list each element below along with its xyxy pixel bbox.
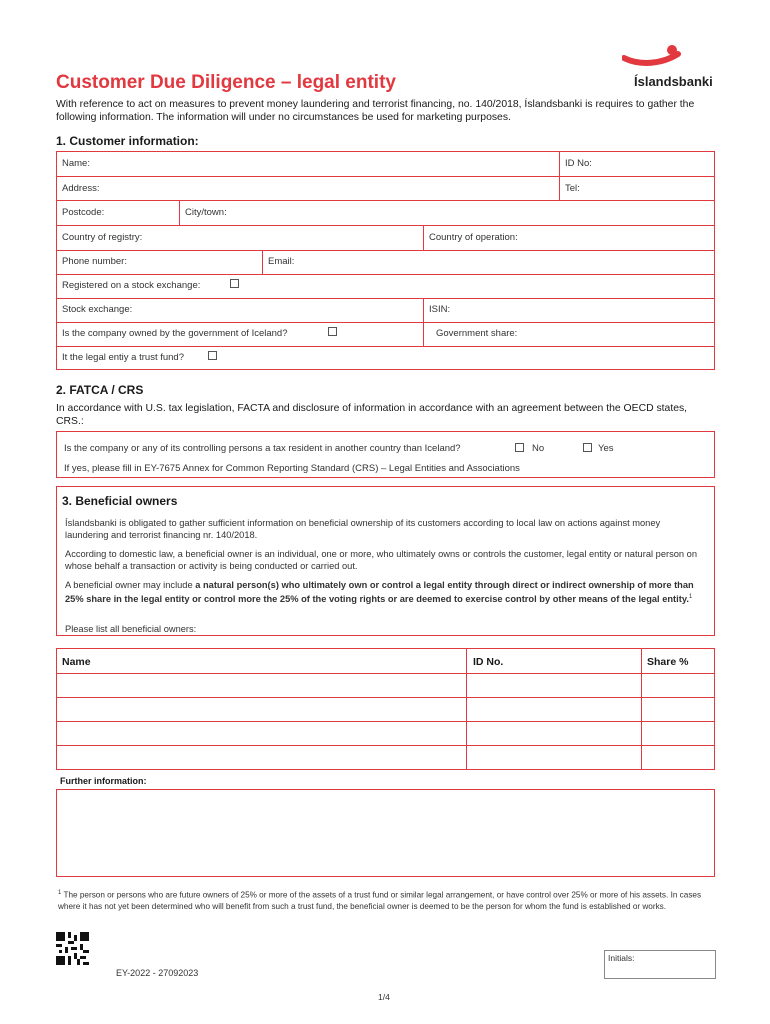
table-row[interactable] [57, 722, 466, 745]
postcode-field[interactable]: Postcode: [62, 207, 105, 218]
gov-owned-checkbox[interactable] [328, 327, 337, 336]
table-row[interactable] [57, 674, 466, 697]
owners-table [56, 648, 715, 770]
customer-info-box [56, 151, 715, 370]
phone-field[interactable]: Phone number: [62, 256, 127, 267]
trust-fund-label: It the legal entiy a trust fund? [62, 352, 184, 363]
fatca-question: Is the company or any of its controlling persons a tax resident in another country than Iceland? [64, 443, 461, 454]
city-field[interactable]: City/town: [185, 207, 227, 218]
stock-exchange-field[interactable]: Stock exchange: [62, 304, 133, 315]
name-field[interactable]: Name: [62, 158, 90, 169]
email-field[interactable]: Email: [268, 256, 295, 267]
beneficial-p3: A beneficial owner may include a natural person(s) who ultimately own or control a legal entity through direct or indirect ownership of more than 25% share in the legal entity or control more the 25% of the voting rights or are deemed to exercise control by other means of the legal entity.$^1$ [65, 580, 694, 605]
section-customer-heading: 1. Customer information: [56, 134, 199, 148]
gov-share-field[interactable]: Government share: [436, 328, 518, 339]
owners-header-id: ID No. [473, 656, 504, 668]
trust-fund-checkbox[interactable] [208, 351, 217, 360]
registered-label: Registered on a stock exchange: [62, 280, 201, 291]
beneficial-owners-box [56, 486, 715, 636]
initials-field[interactable] [604, 950, 716, 979]
section-beneficial-heading: 3. Beneficial owners [62, 494, 178, 508]
beneficial-p2: According to domestic law, a beneficial owner is an individual, one or more, who ultimately owns or controls the customer, legal entity or natural person on whose behalf a transaction or activity is being conducted or carried out. [65, 549, 697, 571]
page-title: Customer Due Diligence – legal entity [56, 72, 396, 93]
beneficial-p4: Please list all beneficial owners: [65, 624, 197, 634]
owners-header-share: Share % [647, 656, 689, 668]
registered-checkbox[interactable] [230, 279, 239, 288]
gov-owned-label: Is the company owned by the government of Iceland? [62, 328, 288, 339]
form-code: EY-2022 - 27092023 [116, 968, 199, 978]
table-row[interactable] [57, 698, 466, 721]
section-fatca-heading: 2. FATCA / CRS [56, 383, 144, 397]
id-no-field[interactable]: ID No: [565, 158, 592, 169]
fatca-yes-checkbox[interactable] [583, 443, 592, 452]
country-registry-field[interactable]: Country of registry: [62, 232, 143, 243]
further-info-label: Further information: [60, 776, 147, 786]
fatca-no-checkbox[interactable] [515, 443, 524, 452]
logo-text: Íslandsbanki [634, 74, 713, 89]
isin-field[interactable]: ISIN: [429, 304, 451, 315]
owners-header-name: Name [62, 656, 91, 668]
qr-code-icon [56, 932, 89, 965]
fatca-no-label: No [532, 443, 545, 454]
fatca-yes-label: Yes [598, 443, 614, 454]
tel-field[interactable]: Tel: [565, 183, 580, 194]
initials-label: Initials: [608, 953, 635, 963]
page-number: 1/4 [378, 992, 390, 1002]
intro-text: With reference to act on measures to prevent money laundering and terrorist financing, no. 140/2018, Íslandsbanki is requires to gather the following information. The information will under no circumstances be used for marketing purposes. [56, 99, 695, 123]
footnote: $^1$ The person or persons who are future owners of 25% or more of the assets of a trust fund or similar legal arrangement, or have control over 25% or more of his assets. In cases where it has not yet been determined who will benefit from such a trust fund, the beneficial owner is deemed to be the person for whom the fund is established or works. [58, 890, 702, 911]
fatca-text: In accordance with U.S. tax legislation, FACTA and disclosure of information in accordance with an agreement between the OECD states, CRS.: [56, 403, 688, 427]
fatca-note: If yes, please fill in EY-7675 Annex for Common Reporting Standard (CRS) – Legal Entities and Associations [64, 463, 520, 474]
further-info-field[interactable] [56, 789, 715, 877]
country-operation-field[interactable]: Country of operation: [429, 232, 518, 243]
table-row[interactable] [57, 746, 466, 769]
address-field[interactable]: Address: [62, 183, 100, 194]
logo-swoosh-icon [622, 44, 688, 72]
beneficial-p1: Íslandsbanki is obligated to gather sufficient information on beneficial ownership of its customers according to local law on actions against money laundering and terrorist financing nr. 140/2018. [65, 518, 661, 540]
fatca-box [56, 431, 715, 478]
